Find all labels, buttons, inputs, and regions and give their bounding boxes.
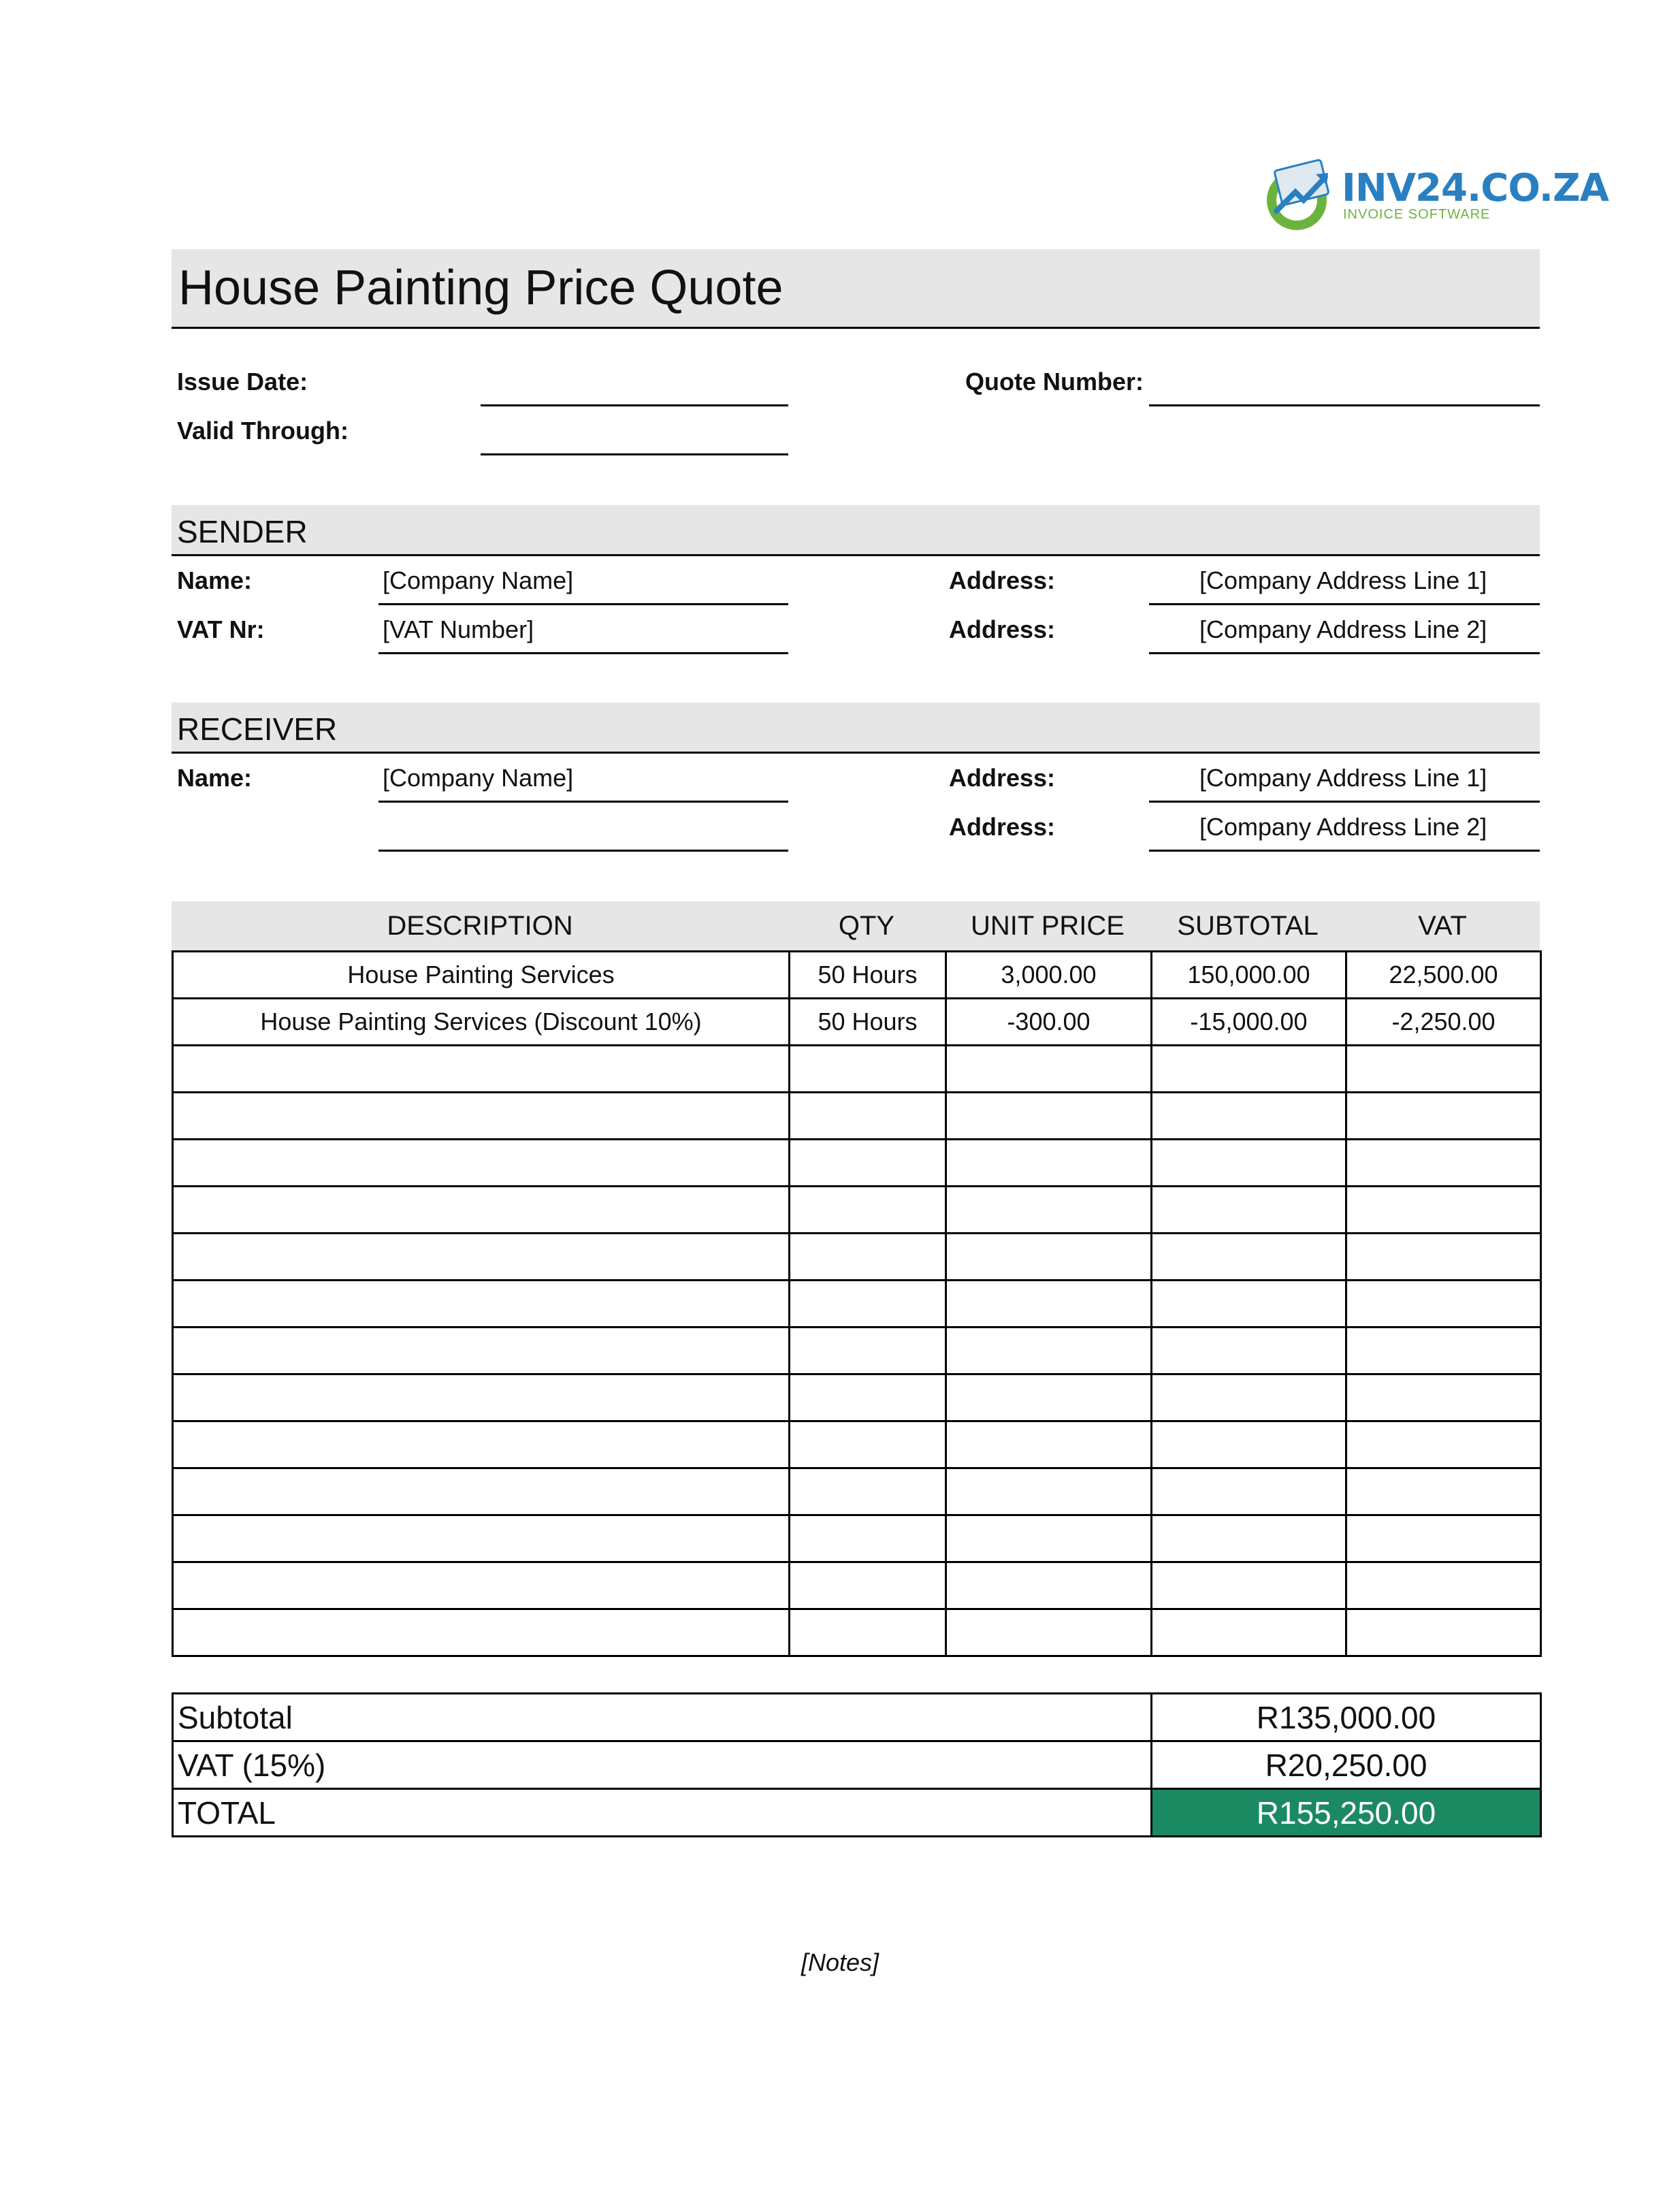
cell-qty[interactable] [790, 1328, 946, 1374]
cell-unit-price[interactable] [946, 1562, 1152, 1609]
receiver-extra-field[interactable] [378, 850, 788, 852]
cell-description[interactable]: House Painting Services (Discount 10%) [173, 999, 790, 1046]
cell-description[interactable] [173, 1374, 790, 1421]
table-row [173, 1421, 1541, 1468]
cell-subtotal[interactable] [1152, 1562, 1346, 1609]
cell-description[interactable]: House Painting Services [173, 952, 790, 999]
cell-unit-price[interactable] [946, 1234, 1152, 1281]
total-row [173, 1789, 1541, 1837]
subtotal-value: R135,000.00 [1152, 1694, 1541, 1741]
vat-total-value: R20,250.00 [1152, 1741, 1541, 1789]
sender-address-underline-2 [1149, 652, 1540, 654]
cell-unit-price[interactable] [946, 1046, 1152, 1093]
cell-vat[interactable] [1346, 1093, 1541, 1140]
sender-name-label: Name: [177, 566, 253, 594]
cell-description[interactable] [173, 1187, 790, 1234]
col-header-description: DESCRIPTION [387, 911, 573, 941]
col-header-unit-price: UNIT PRICE [971, 911, 1125, 941]
receiver-band [172, 703, 1540, 754]
sender-vat-label: VAT Nr: [177, 615, 265, 643]
receiver-heading: RECEIVER [177, 711, 338, 747]
subtotal-row [173, 1694, 1541, 1741]
cell-description[interactable] [173, 1140, 790, 1187]
cell-subtotal[interactable] [1152, 1093, 1346, 1140]
cell-description[interactable] [173, 1281, 790, 1328]
cell-unit-price[interactable] [946, 1515, 1152, 1562]
cell-vat[interactable] [1346, 1609, 1541, 1656]
cell-vat[interactable] [1346, 1140, 1541, 1187]
cell-vat[interactable] [1346, 1234, 1541, 1281]
grand-total-label: TOTAL [173, 1789, 1152, 1837]
cell-unit-price[interactable] [946, 1093, 1152, 1140]
receiver-name-label: Name: [177, 764, 253, 792]
cell-vat[interactable] [1346, 1328, 1541, 1374]
cell-unit-price[interactable] [946, 1421, 1152, 1468]
cell-qty[interactable] [790, 1515, 946, 1562]
cell-subtotal[interactable] [1152, 1281, 1346, 1328]
cell-subtotal[interactable] [1152, 1140, 1346, 1187]
receiver-address-underline-2 [1149, 850, 1540, 852]
logo-tagline: INVOICE SOFTWARE [1343, 207, 1491, 222]
cell-qty[interactable] [790, 1281, 946, 1328]
vat-total-label: VAT (15%) [173, 1741, 1152, 1789]
items-header [172, 901, 1540, 950]
cell-qty[interactable] [790, 1093, 946, 1140]
cell-qty[interactable] [790, 1046, 946, 1093]
table-row [173, 1093, 1541, 1140]
sender-address-value-2[interactable]: [Company Address Line 2] [1199, 615, 1487, 643]
receiver-address-value-1[interactable]: [Company Address Line 1] [1199, 764, 1487, 792]
table-row [173, 1234, 1541, 1281]
cell-subtotal[interactable] [1152, 1609, 1346, 1656]
quote-number-field[interactable] [1149, 404, 1540, 406]
page-title: House Painting Price Quote [178, 261, 784, 315]
table-row [173, 1468, 1541, 1515]
sender-vat-underline [378, 652, 788, 654]
valid-through-label: Valid Through: [177, 417, 349, 445]
cell-unit-price[interactable]: -300.00 [946, 999, 1152, 1046]
logo-wordmark: INV24.CO.ZA [1342, 166, 1609, 210]
cell-vat[interactable] [1346, 1421, 1541, 1468]
cell-description[interactable] [173, 1328, 790, 1374]
cell-unit-price[interactable] [946, 1328, 1152, 1374]
cell-qty[interactable] [790, 1374, 946, 1421]
vat-row [173, 1741, 1541, 1789]
cell-vat[interactable]: -2,250.00 [1346, 999, 1541, 1046]
cell-vat[interactable] [1346, 1281, 1541, 1328]
col-header-subtotal: SUBTOTAL [1177, 911, 1319, 941]
cell-qty[interactable] [790, 1234, 946, 1281]
table-row [173, 1374, 1541, 1421]
cell-description[interactable] [173, 1093, 790, 1140]
cell-subtotal[interactable]: 150,000.00 [1152, 952, 1346, 999]
table-row [173, 1187, 1541, 1234]
table-row [173, 1281, 1541, 1328]
cell-vat[interactable]: 22,500.00 [1346, 952, 1541, 999]
table-row [173, 1562, 1541, 1609]
cell-qty[interactable] [790, 1562, 946, 1609]
cell-vat[interactable] [1346, 1562, 1541, 1609]
sender-address-label-2: Address: [949, 615, 1056, 643]
subtotal-label: Subtotal [173, 1694, 1152, 1741]
cell-qty[interactable] [790, 1187, 946, 1234]
cell-description[interactable] [173, 1562, 790, 1609]
sender-address-value-1[interactable]: [Company Address Line 1] [1199, 566, 1487, 594]
items-table [172, 950, 1542, 1657]
sender-heading: SENDER [177, 514, 308, 549]
table-row [173, 1140, 1541, 1187]
receiver-name-value[interactable]: [Company Name] [383, 764, 574, 792]
cell-description[interactable] [173, 1046, 790, 1093]
col-header-vat: VAT [1418, 911, 1467, 941]
brand-logo [1263, 158, 1609, 233]
cell-qty[interactable] [790, 1609, 946, 1656]
sender-address-underline-1 [1149, 603, 1540, 605]
issue-date-label: Issue Date: [177, 368, 308, 396]
cell-unit-price[interactable] [946, 1281, 1152, 1328]
cell-subtotal[interactable] [1152, 1046, 1346, 1093]
notes[interactable]: [Notes] [801, 1948, 879, 1976]
cell-qty[interactable] [790, 1421, 946, 1468]
cell-subtotal[interactable] [1152, 1187, 1346, 1234]
table-row [173, 999, 1541, 1046]
receiver-name-underline [378, 801, 788, 803]
title-band [172, 249, 1540, 329]
cell-qty[interactable]: 50 Hours [790, 952, 946, 999]
sender-vat-value[interactable]: [VAT Number] [383, 615, 534, 643]
receiver-address-value-2[interactable]: [Company Address Line 2] [1199, 813, 1487, 841]
cell-unit-price[interactable] [946, 1187, 1152, 1234]
grand-total-value: R155,250.00 [1152, 1789, 1541, 1837]
cell-vat[interactable] [1346, 1468, 1541, 1515]
issue-date-field[interactable] [481, 404, 788, 406]
sender-address-label-1: Address: [949, 566, 1056, 594]
cell-qty[interactable] [790, 1140, 946, 1187]
cell-description[interactable] [173, 1468, 790, 1515]
table-row [173, 1609, 1541, 1656]
cell-unit-price[interactable] [946, 1609, 1152, 1656]
sender-name-value[interactable]: [Company Name] [383, 566, 574, 594]
logo-icon [1263, 158, 1339, 233]
quote-number-label: Quote Number: [965, 368, 1144, 396]
receiver-address-label-1: Address: [949, 764, 1056, 792]
cell-subtotal[interactable] [1152, 1421, 1346, 1468]
cell-vat[interactable] [1346, 1515, 1541, 1562]
table-row [173, 1046, 1541, 1093]
sender-band [172, 505, 1540, 556]
cell-subtotal[interactable] [1152, 1468, 1346, 1515]
cell-unit-price[interactable] [946, 1374, 1152, 1421]
receiver-address-label-2: Address: [949, 813, 1056, 841]
cell-qty[interactable] [790, 1468, 946, 1515]
valid-through-field[interactable] [481, 453, 788, 455]
cell-unit-price[interactable]: 3,000.00 [946, 952, 1152, 999]
cell-vat[interactable] [1346, 1374, 1541, 1421]
table-row [173, 1515, 1541, 1562]
totals-table [172, 1692, 1542, 1837]
table-row [173, 1328, 1541, 1374]
cell-subtotal[interactable] [1152, 1515, 1346, 1562]
cell-description[interactable] [173, 1234, 790, 1281]
receiver-address-underline-1 [1149, 801, 1540, 803]
cell-description[interactable] [173, 1515, 790, 1562]
cell-subtotal[interactable] [1152, 1374, 1346, 1421]
cell-description[interactable] [173, 1421, 790, 1468]
cell-subtotal[interactable] [1152, 1234, 1346, 1281]
cell-subtotal[interactable] [1152, 1328, 1346, 1374]
table-row [173, 952, 1541, 999]
cell-vat[interactable] [1346, 1187, 1541, 1234]
cell-unit-price[interactable] [946, 1140, 1152, 1187]
col-header-qty: QTY [838, 911, 895, 941]
cell-qty[interactable]: 50 Hours [790, 999, 946, 1046]
cell-subtotal[interactable]: -15,000.00 [1152, 999, 1346, 1046]
sender-name-underline [378, 603, 788, 605]
cell-vat[interactable] [1346, 1046, 1541, 1093]
cell-description[interactable] [173, 1609, 790, 1656]
cell-unit-price[interactable] [946, 1468, 1152, 1515]
